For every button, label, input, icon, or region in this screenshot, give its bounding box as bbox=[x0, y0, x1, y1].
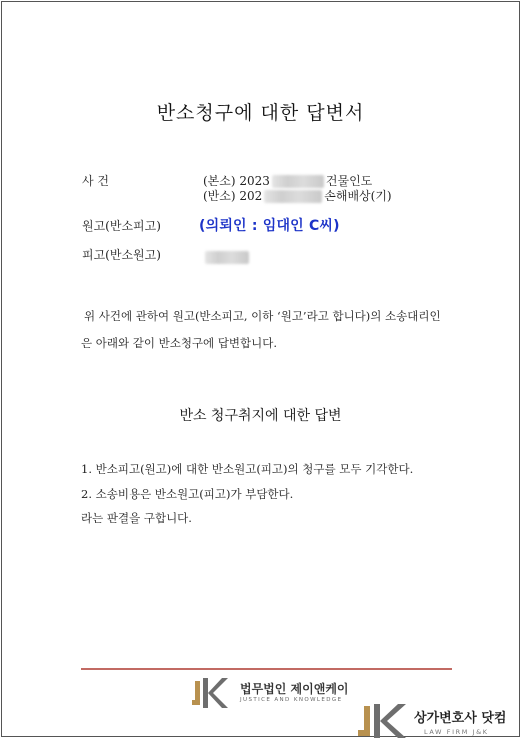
defendant-label: 피고(반소원고) bbox=[82, 248, 161, 262]
watermark-tagline: LAW FIRM J&K bbox=[424, 728, 489, 736]
law-firm-name: 법무법인 제이앤케이 bbox=[240, 682, 349, 696]
intro-line-2: 은 아래와 같이 반소청구에 답변합니다. bbox=[81, 336, 278, 350]
case-number-counter bbox=[203, 187, 392, 204]
redacted-defendant-name bbox=[203, 247, 251, 266]
document-title: 반소청구에 대한 답변서 bbox=[156, 102, 365, 124]
client-note: (의뢰인 : 임대인 C씨) bbox=[199, 218, 340, 234]
intro-line-1: 위 사건에 관하여 원고(반소피고, 이하 ‘원고’라고 합니다)의 소송대리인 bbox=[84, 309, 441, 323]
case-number-main-prefix: (본소) 2023 bbox=[203, 174, 270, 188]
closing-sentence: 라는 판결을 구합니다. bbox=[81, 511, 192, 525]
section-title: 반소 청구취지에 대한 답변 bbox=[179, 408, 342, 424]
footer-divider bbox=[81, 668, 452, 670]
document-page bbox=[1, 1, 520, 737]
jk-logo-icon bbox=[192, 677, 234, 709]
claim-item-2: 2. 소송비용은 반소원고(피고)가 부담한다. bbox=[81, 487, 294, 501]
redacted-case-number bbox=[264, 190, 322, 203]
claim-item-1: 1. 반소피고(원고)에 대한 반소원고(피고)의 청구를 모두 기각한다. bbox=[81, 462, 414, 476]
watermark-logo bbox=[358, 702, 523, 740]
case-number-counter-type: 손해배상(기) bbox=[324, 189, 392, 203]
watermark-name: 상가변호사 닷컴 bbox=[414, 711, 507, 726]
case-number-main-type: 건물인도 bbox=[325, 174, 373, 188]
case-label: 사 건 bbox=[82, 174, 109, 188]
case-number-counter-prefix: (반소) 202 bbox=[203, 189, 263, 203]
law-firm-tagline: JUSTICE AND KNOWLEDGE bbox=[240, 697, 343, 703]
plaintiff-label: 원고(반소피고) bbox=[82, 219, 161, 233]
law-firm-logo bbox=[192, 677, 367, 709]
jk-watermark-icon bbox=[358, 702, 414, 740]
